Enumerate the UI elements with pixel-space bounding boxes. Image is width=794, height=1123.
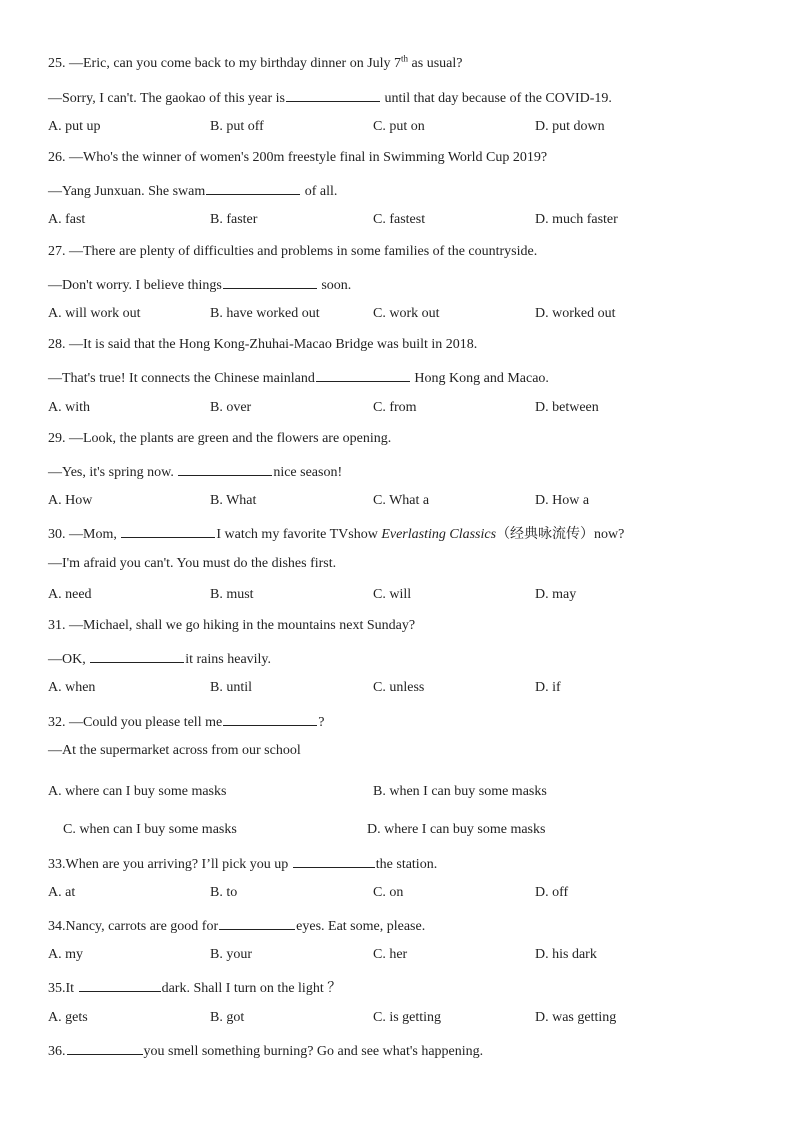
q31-option-c[interactable]: C. unless — [373, 680, 425, 695]
answer-blank[interactable] — [316, 367, 410, 382]
q35-option-b[interactable]: B. got — [210, 1010, 245, 1025]
q34-option-c[interactable]: C. her — [373, 947, 408, 962]
q29-option-b[interactable]: B. What — [210, 493, 257, 508]
q29-question: 29. —Look, the plants are green and the flowers are opening. — [48, 431, 392, 446]
answer-blank[interactable] — [293, 853, 375, 868]
q27-option-c[interactable]: C. work out — [373, 306, 440, 321]
q29-answer: —Yes, it's spring now. nice season! — [48, 461, 342, 482]
q26-option-d[interactable]: D. much faster — [535, 212, 618, 227]
answer-blank[interactable] — [90, 648, 184, 663]
q30-question: 30. —Mom, I watch my favorite TVshow Everlasting Classics（经典咏流传）now? — [48, 523, 624, 544]
answer-blank[interactable] — [223, 274, 317, 289]
answer-blank[interactable] — [206, 180, 300, 195]
q30-answer: —I'm afraid you can't. You must do the dishes first. — [48, 556, 337, 571]
q30-option-d[interactable]: D. may — [535, 587, 577, 602]
q33-question: 33.When are you arriving? I’ll pick you up the station. — [48, 853, 437, 874]
q28-answer: —That's true! It connects the Chinese mainland Hong Kong and Macao. — [48, 367, 549, 388]
q32-option-c[interactable]: C. when can I buy some masks — [63, 822, 237, 837]
q27-option-a[interactable]: A. will work out — [48, 306, 141, 321]
q34-question: 34.Nancy, carrots are good for eyes. Eat some, please. — [48, 915, 425, 936]
q26-option-c[interactable]: C. fastest — [373, 212, 426, 227]
answer-blank[interactable] — [223, 711, 317, 726]
q33-option-d[interactable]: D. off — [535, 885, 569, 900]
q29-option-c[interactable]: C. What a — [373, 493, 430, 508]
q28-option-c[interactable]: C. from — [373, 400, 417, 415]
q33-option-b[interactable]: B. to — [210, 885, 238, 900]
q31-answer: —OK, it rains heavily. — [48, 648, 271, 669]
q35-option-a[interactable]: A. gets — [48, 1010, 88, 1025]
q25-option-c[interactable]: C. put on — [373, 119, 425, 134]
q35-option-d[interactable]: D. was getting — [535, 1010, 617, 1025]
answer-blank[interactable] — [219, 915, 295, 930]
answer-blank[interactable] — [178, 461, 272, 476]
q27-question: 27. —There are plenty of difficulties and problems in some families of the countryside. — [48, 244, 538, 259]
q31-option-d[interactable]: D. if — [535, 680, 561, 695]
q25-option-a[interactable]: A. put up — [48, 119, 101, 134]
q25-question: 25. —Eric, can you come back to my birthday dinner on July 7th as usual? — [48, 53, 463, 71]
q31-option-a[interactable]: A. when — [48, 680, 96, 695]
answer-blank[interactable] — [121, 523, 215, 538]
q26-option-b[interactable]: B. faster — [210, 212, 258, 227]
q27-answer: —Don't worry. I believe things soon. — [48, 274, 351, 295]
answer-blank[interactable] — [79, 977, 161, 992]
q26-answer: —Yang Junxuan. She swam of all. — [48, 180, 337, 201]
q32-answer: —At the supermarket across from our school — [48, 743, 301, 758]
q27-option-b[interactable]: B. have worked out — [210, 306, 320, 321]
q32-option-d[interactable]: D. where I can buy some masks — [367, 822, 546, 837]
answer-blank[interactable] — [67, 1040, 143, 1055]
q36-question: 36. you smell something burning? Go and see what's happening. — [48, 1040, 483, 1061]
q32-question: 32. —Could you please tell me ? — [48, 711, 324, 732]
q35-question: 35.It dark. Shall I turn on the light ？ — [48, 977, 341, 998]
q30-option-b[interactable]: B. must — [210, 587, 254, 602]
q29-option-a[interactable]: A. How — [48, 493, 93, 508]
q26-question: 26. —Who's the winner of women's 200m freestyle final in Swimming World Cup 2019? — [48, 150, 548, 165]
q30-option-a[interactable]: A. need — [48, 587, 92, 602]
q31-question: 31. —Michael, shall we go hiking in the mountains next Sunday? — [48, 618, 416, 633]
q34-option-a[interactable]: A. my — [48, 947, 83, 962]
q31-option-b[interactable]: B. until — [210, 680, 253, 695]
q25-option-d[interactable]: D. put down — [535, 119, 605, 134]
q27-option-d[interactable]: D. worked out — [535, 306, 616, 321]
q34-option-b[interactable]: B. your — [210, 947, 252, 962]
q28-option-d[interactable]: D. between — [535, 400, 599, 415]
q28-question: 28. —It is said that the Hong Kong-Zhuhai-Macao Bridge was built in 2018. — [48, 337, 478, 352]
q33-option-c[interactable]: C. on — [373, 885, 404, 900]
q29-option-d[interactable]: D. How a — [535, 493, 590, 508]
q25-answer: —Sorry, I can't. The gaokao of this year is until that day because of the COVID-19. — [48, 87, 612, 108]
q32-option-b[interactable]: B. when I can buy some masks — [373, 784, 547, 799]
q25-option-b[interactable]: B. put off — [210, 119, 264, 134]
q35-option-c[interactable]: C. is getting — [373, 1010, 442, 1025]
q28-option-b[interactable]: B. over — [210, 400, 252, 415]
q26-option-a[interactable]: A. fast — [48, 212, 86, 227]
answer-blank[interactable] — [286, 87, 380, 102]
q33-option-a[interactable]: A. at — [48, 885, 76, 900]
q28-option-a[interactable]: A. with — [48, 400, 90, 415]
q30-option-c[interactable]: C. will — [373, 587, 412, 602]
q32-option-a[interactable]: A. where can I buy some masks — [48, 784, 227, 799]
q34-option-d[interactable]: D. his dark — [535, 947, 597, 962]
